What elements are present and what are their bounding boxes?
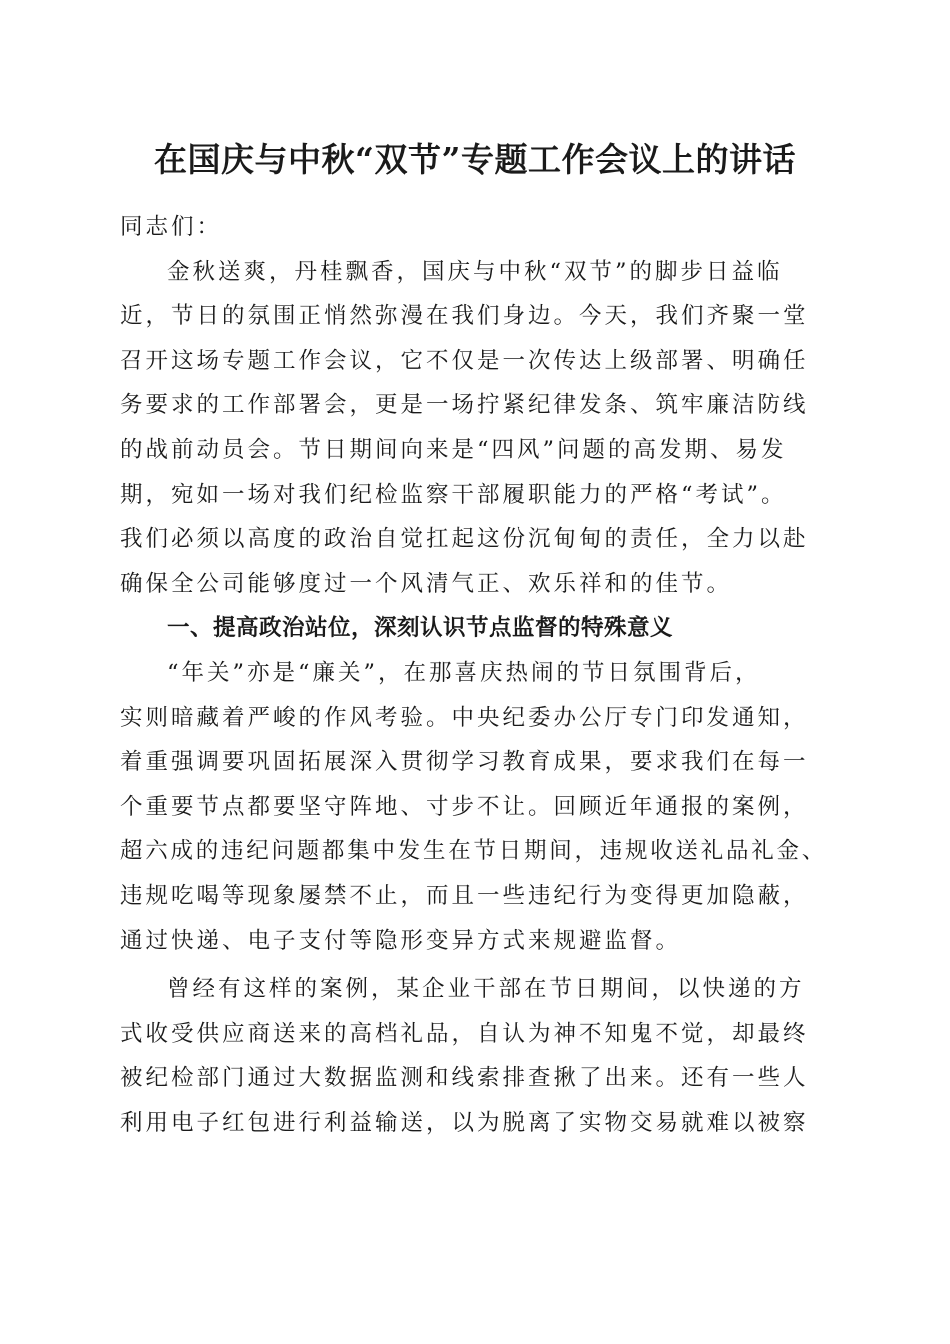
paragraph-line: 超六成的违纪问题都集中发生在节日期间，违规收送礼品礼金、	[120, 838, 828, 865]
paragraph-line: 金秋送爽，丹桂飘香，国庆与中秋“双节”的脚步日益临	[167, 258, 783, 285]
paragraph-line: “年关”亦是“廉关”，在那喜庆热闹的节日氛围背后，	[167, 659, 761, 686]
paragraph-line: 被纪检部门通过大数据监测和线索排查揪了出来。还有一些人	[120, 1065, 809, 1092]
paragraph-line: 曾经有这样的案例，某企业干部在节日期间，以快递的方	[167, 976, 805, 1003]
paragraph-line: 召开这场专题工作会议，它不仅是一次传达上级部署、明确任	[120, 347, 809, 374]
paragraph-line: 违规吃喝等现象屡禁不止，而且一些违纪行为变得更加隐蔽，	[120, 882, 809, 909]
paragraph-line: 我们必须以高度的政治自觉扛起这份沉甸甸的责任，全力以赴	[120, 526, 809, 553]
paragraph-line: 着重强调要巩固拓展深入贯彻学习教育成果，要求我们在每一	[120, 749, 809, 776]
paragraph-line: 通过快递、电子支付等隐形变异方式来规避监督。	[120, 927, 682, 954]
section-heading: 一、提高政治站位，深刻认识节点监督的特殊意义	[167, 615, 674, 642]
paragraph-line: 实则暗藏着严峻的作风考验。中央纪委办公厅专门印发通知，	[120, 704, 809, 731]
paragraph-line: 式收受供应商送来的高档礼品，自认为神不知鬼不觉，却最终	[120, 1020, 809, 1047]
paragraph-line: 确保全公司能够度过一个风清气正、欢乐祥和的佳节。	[120, 570, 733, 597]
paragraph-line: 利用电子红包进行利益输送，以为脱离了实物交易就难以被察	[120, 1109, 809, 1136]
paragraph-line: 个重要节点都要坚守阵地、寸步不让。回顾近年通报的案例，	[120, 793, 809, 820]
paragraph-line: 期，宛如一场对我们纪检监察干部履职能力的严格“考试”。	[120, 481, 787, 508]
paragraph-line: 的战前动员会。节日期间向来是“四风”问题的高发期、易发	[120, 436, 787, 463]
paragraph-line: 近，节日的氛围正悄然弥漫在我们身边。今天，我们齐聚一堂	[120, 303, 809, 330]
salutation: 同志们：	[120, 214, 223, 240]
document-title: 在国庆与中秋“双节”专题工作会议上的讲话	[154, 140, 796, 179]
paragraph-line: 务要求的工作部署会，更是一场拧紧纪律发条、筑牢廉洁防线	[120, 392, 809, 419]
document-body	[120, 205, 830, 1145]
